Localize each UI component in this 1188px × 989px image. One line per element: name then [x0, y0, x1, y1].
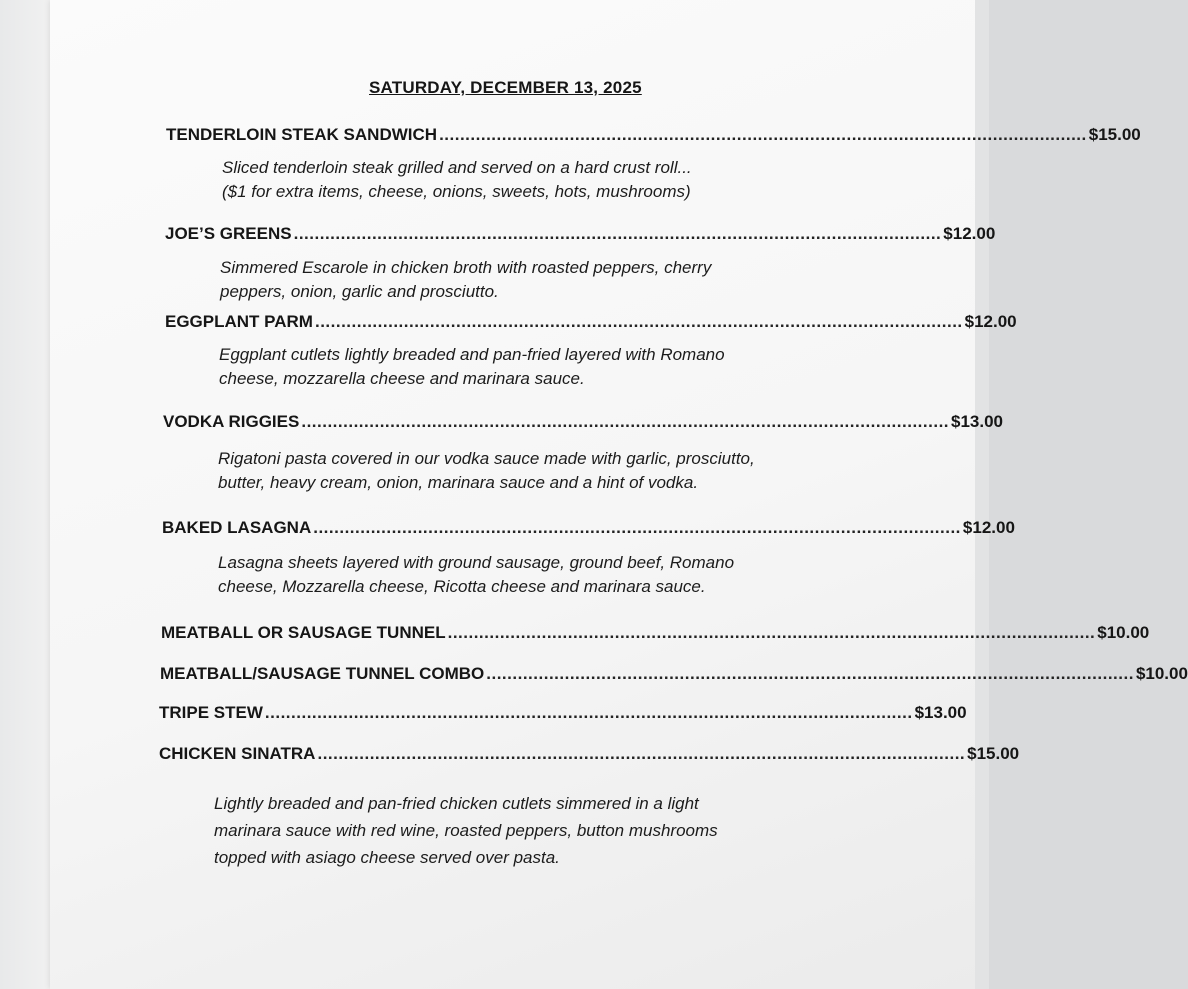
- description-line: Sliced tenderloin steak grilled and served on a hard crust roll...: [222, 158, 692, 177]
- menu-item-price: $13.00: [951, 412, 1004, 431]
- dot-leader: ............................................................................................................................: [447, 623, 1096, 642]
- menu-item-line: [159, 744, 1020, 764]
- menu-item-description: [218, 447, 755, 495]
- description-line: peppers, onion, garlic and prosciutto.: [220, 282, 499, 301]
- description-line: Rigatoni pasta covered in our vodka sauce made with garlic, prosciutto,: [218, 449, 755, 468]
- description-line: Lightly breaded and pan-fried chicken cutlets simmered in a light: [214, 794, 699, 813]
- description-line: cheese, Mozzarella cheese, Ricotta cheese and marinara sauce.: [218, 577, 706, 596]
- menu-item-name: MEATBALL OR SAUSAGE TUNNEL: [161, 623, 446, 642]
- dot-leader: ............................................................................................................................: [301, 412, 950, 431]
- description-line: marinara sauce with red wine, roasted peppers, button mushrooms: [214, 821, 718, 840]
- menu-item-name: VODKA RIGGIES: [163, 412, 300, 431]
- menu-item-description: [219, 343, 725, 391]
- menu-item-price: $10.00: [1135, 664, 1188, 683]
- menu-item-line: [162, 518, 1015, 538]
- dot-leader: ............................................................................................................................: [317, 744, 966, 763]
- menu-item-name: MEATBALL/SAUSAGE TUNNEL COMBO: [160, 664, 485, 683]
- menu-item-name: BAKED LASAGNA: [162, 518, 312, 537]
- dot-leader: ............................................................................................................................: [314, 312, 963, 331]
- dot-leader: ............................................................................................................................: [293, 224, 942, 243]
- menu-item-description: [214, 790, 718, 871]
- description-line: ($1 for extra items, cheese, onions, sweets, hots, mushrooms): [222, 182, 691, 201]
- menu-item-name: TRIPE STEW: [159, 703, 263, 722]
- dot-leader: ............................................................................................................................: [486, 664, 1134, 683]
- menu-item-line: [160, 664, 1188, 684]
- dot-leader: ............................................................................................................................: [264, 703, 913, 722]
- menu-item-name: JOE’S GREENS: [165, 224, 292, 243]
- menu-item-price: $12.00: [964, 312, 1017, 331]
- menu-item-price: $15.00: [1088, 125, 1141, 144]
- description-line: cheese, mozzarella cheese and marinara sauce.: [219, 369, 585, 388]
- menu-item-description: [222, 156, 692, 204]
- description-line: topped with asiago cheese served over pasta.: [214, 848, 560, 867]
- menu-item-line: [165, 312, 1017, 332]
- menu-date: SATURDAY, DECEMBER 13, 2025: [369, 78, 642, 97]
- menu-item-line: [165, 224, 996, 244]
- description-line: Lasagna sheets layered with ground sausage, ground beef, Romano: [218, 553, 735, 572]
- menu-item-line: [163, 412, 1004, 432]
- description-line: Eggplant cutlets lightly breaded and pan-fried layered with Romano: [219, 345, 725, 364]
- menu-item-price: $15.00: [967, 744, 1020, 763]
- menu-item-name: EGGPLANT PARM: [165, 312, 313, 331]
- menu-item-description: [220, 256, 711, 304]
- menu-item-price: $12.00: [962, 518, 1015, 537]
- dot-leader: ............................................................................................................................: [439, 125, 1087, 144]
- menu-item-line: [166, 125, 1141, 145]
- menu-item-price: $10.00: [1097, 623, 1150, 642]
- description-line: butter, heavy cream, onion, marinara sauce and a hint of vodka.: [218, 473, 699, 492]
- description-line: Simmered Escarole in chicken broth with roasted peppers, cherry: [220, 258, 712, 277]
- menu-item-price: $13.00: [914, 703, 967, 722]
- menu-item-line: [159, 703, 967, 723]
- menu-item-price: $12.00: [943, 224, 996, 243]
- menu-item-name: CHICKEN SINATRA: [159, 744, 316, 763]
- menu-item-name: TENDERLOIN STEAK SANDWICH: [166, 125, 438, 144]
- menu-item-line: [161, 623, 1150, 643]
- dot-leader: ............................................................................................................................: [313, 518, 961, 537]
- menu-item-description: [218, 551, 734, 599]
